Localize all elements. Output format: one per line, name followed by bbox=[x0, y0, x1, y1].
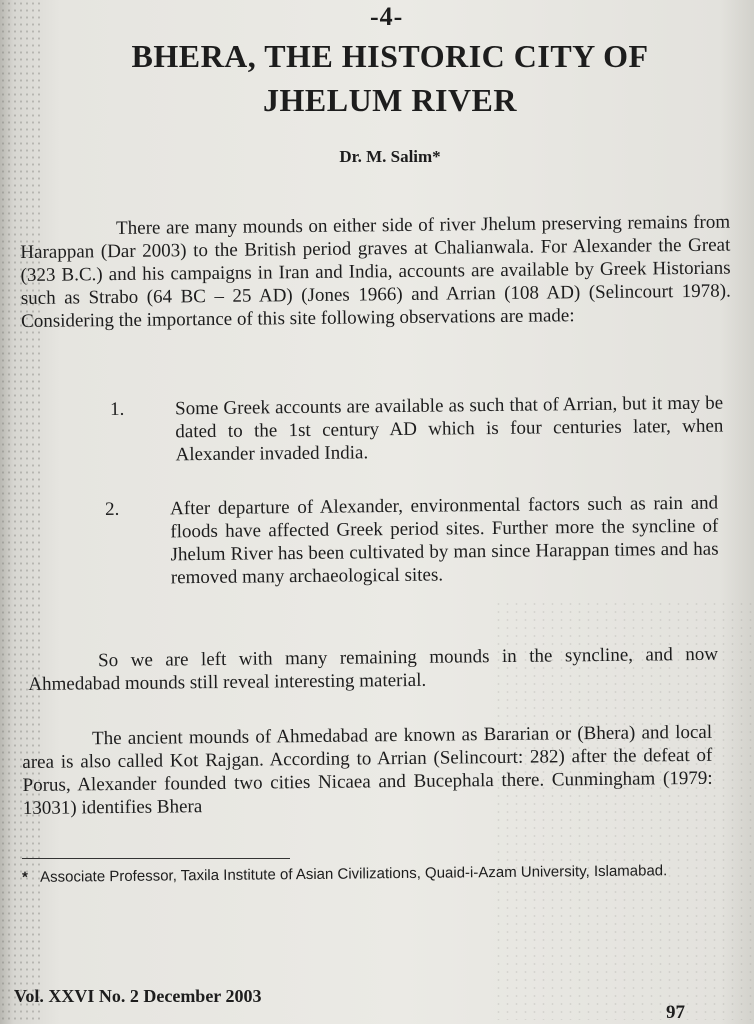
footnote-divider bbox=[22, 858, 290, 859]
footnote-marker: * bbox=[22, 868, 29, 886]
page-number: 97 bbox=[666, 1002, 685, 1023]
journal-volume: Vol. XXVI No. 2 December 2003 bbox=[14, 986, 262, 1006]
article-title bbox=[60, 34, 720, 122]
list-item bbox=[110, 392, 726, 473]
list-item-number: 2. bbox=[105, 498, 120, 520]
footnote-text: Associate Professor, Taxila Institute of Asian Civilizations, Quaid-i-Azam University, Islamabad. bbox=[40, 862, 668, 886]
title-line-1: BHERA, THE HISTORIC CITY OF bbox=[131, 38, 649, 74]
author-name: Dr. M. Salim* bbox=[339, 147, 441, 166]
paragraph-intro bbox=[20, 211, 731, 333]
list-item-number: 1. bbox=[110, 398, 125, 420]
paragraph-remaining-mounds bbox=[28, 643, 718, 696]
paragraph-ahmedabad bbox=[22, 721, 713, 820]
list-item-text: Some Greek accounts are available as such that of Arrian, but it may be dated to the 1st century AD which is four centuries later, when Alexander invaded India. bbox=[175, 392, 724, 466]
title-line-2: JHELUM RIVER bbox=[262, 82, 517, 118]
list-item bbox=[105, 492, 721, 618]
paragraph-intro-text: There are many mounds on either side of river Jhelum preserving remains from Harappan (Dar 2003) to the British period graves at Chalianwala. For Alexander the Great (323 B.C.) and his campaigns in Iran and India, accounts are available by Greek Historians such as Strabo (64 BC – 25 AD) (Jones 1966) and Arrian (108 AD) (Selincourt 1978). Considering the importance of this site following observations are made: bbox=[20, 211, 731, 332]
paragraph-remaining-mounds-text: So we are left with many remaining mounds in the syncline, and now Ahmedabad mounds still reveal interesting material. bbox=[28, 643, 719, 695]
paragraph-ahmedabad-text: The ancient mounds of Ahmedabad are known as Bararian or (Bhera) and local area is also called Kot Rajgan. According to Arrian (Selincourt: 282) after the defeat of Porus, Alexander founded two cities Nicaea and Bucephala there. Cunmingham (1979: 13031) identifies Bhera bbox=[22, 721, 713, 819]
chapter-marker: -4- bbox=[370, 2, 404, 31]
list-item-text: After departure of Alexander, environmental factors such as rain and floods have affected Greek period sites. Further more the syncline of Jhelum River has been cultivated by man since Harappan times and has removed many archaeological sites. bbox=[170, 492, 719, 589]
